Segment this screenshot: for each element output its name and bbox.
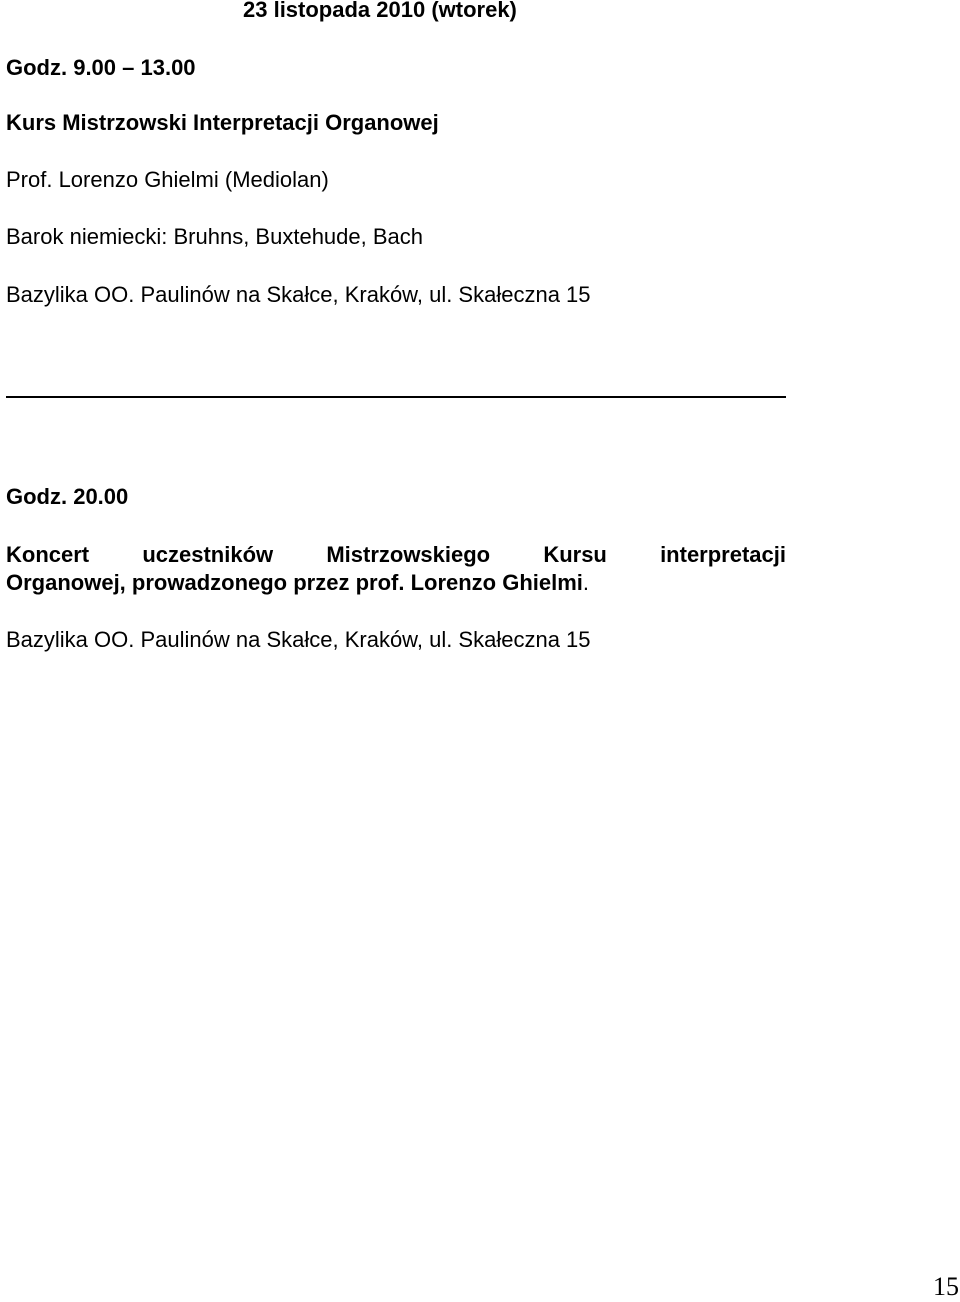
- event2-time: Godz. 20.00: [6, 484, 129, 509]
- event2-description: [6, 541, 786, 597]
- page-number: 15: [933, 1272, 959, 1301]
- section-divider: [6, 396, 786, 398]
- description-word: Koncert: [6, 542, 90, 567]
- description-word: Mistrzowskiego: [326, 542, 491, 567]
- event1-title: Kurs Mistrzowski Interpretacji Organowej: [6, 110, 439, 135]
- event2-description-line1: [6, 541, 786, 569]
- description-word: interpretacji: [660, 542, 786, 567]
- event2-description-line2: [6, 569, 786, 597]
- description-word: Kursu: [543, 542, 607, 567]
- description-line2-end: .: [582, 570, 590, 595]
- event1-repertoire: Barok niemiecki: Bruhns, Buxtehude, Bach: [6, 224, 424, 249]
- description-word: uczestników: [142, 542, 274, 567]
- description-line2-text: Organowej, prowadzonego przez prof. Lorenzo Ghielmi: [6, 570, 583, 595]
- event1-teacher: Prof. Lorenzo Ghielmi (Mediolan): [6, 167, 329, 192]
- event2-venue: Bazylika OO. Paulinów na Skałce, Kraków, ul. Skałeczna 15: [6, 627, 591, 652]
- event1-venue: Bazylika OO. Paulinów na Skałce, Kraków, ul. Skałeczna 15: [6, 282, 591, 307]
- date-heading: 23 listopada 2010 (wtorek): [243, 0, 517, 22]
- event1-time: Godz. 9.00 – 13.00: [6, 55, 196, 80]
